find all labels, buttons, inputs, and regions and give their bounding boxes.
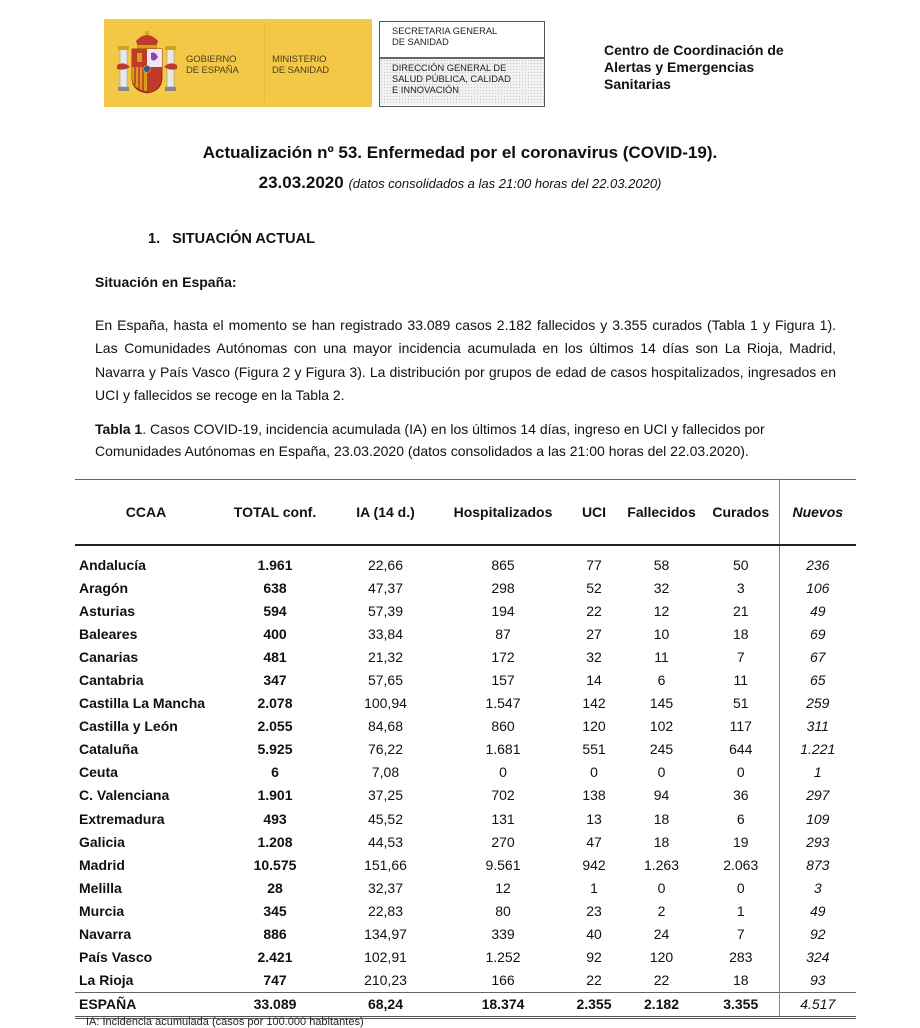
secretaria-box [379,21,545,107]
cell-uci: 942 [582,856,606,873]
cell-hospitalizados: 12 [495,879,511,896]
total-curados: 3.355 [723,996,759,1013]
cell-total: 347 [263,672,287,689]
cell-curados: 18 [732,972,749,989]
cell-nuevos: 106 [779,577,856,600]
gobierno-line1: GOBIERNO [186,54,237,65]
header-hospitalizados: Hospitalizados [453,503,553,520]
section-heading [148,231,315,247]
cell-curados: 644 [729,741,753,758]
cell-total: 345 [263,902,287,919]
subheading-situacion-espana: Situación en España: [95,274,237,290]
cell-curados: 0 [736,879,745,896]
cell-ia: 44,53 [367,833,404,850]
table-row [75,969,856,993]
cell-ia: 33,84 [367,625,404,642]
cell-nuevos: 311 [779,715,856,738]
cell-uci: 142 [582,695,606,712]
total-total: 33.089 [253,996,297,1013]
cell-fallecidos: 245 [649,741,674,758]
cell-uci: 77 [586,556,602,573]
cell-curados: 36 [732,787,749,804]
cell-ia: 100,94 [364,695,407,712]
cell-hospitalizados: 270 [491,833,515,850]
cell-hospitalizados: 87 [495,625,511,642]
table-row [75,715,856,738]
cell-nuevos: 65 [779,669,856,692]
cell-curados: 19 [732,833,749,850]
cell-nuevos: 259 [779,692,856,715]
cell-nuevos: 293 [779,831,856,854]
cell-total: 2.078 [257,695,293,712]
cell-uci: 551 [582,741,606,758]
table-row [75,623,856,646]
cell-total: 1.901 [257,787,293,804]
cell-ia: 57,65 [367,672,404,689]
cell-uci: 47 [586,833,602,850]
cell-ccaa: País Vasco [79,949,153,966]
spain-coat-of-arms-icon [116,27,178,99]
cell-curados: 6 [736,810,745,827]
cell-fallecidos: 12 [653,602,670,619]
cell-fallecidos: 10 [653,625,670,642]
cell-fallecidos: 58 [653,556,670,573]
cell-ia: 102,91 [364,949,407,966]
cell-curados: 117 [729,718,752,735]
cell-nuevos: 324 [779,946,856,969]
cell-nuevos: 236 [779,554,856,577]
cell-curados: 7 [736,926,745,943]
total-uci: 2.355 [576,996,612,1013]
cell-uci: 23 [586,902,602,919]
cell-curados: 0 [736,764,745,781]
cell-fallecidos: 11 [654,648,669,665]
cell-fallecidos: 6 [657,672,666,689]
header-curados: Curados [712,503,770,520]
cell-hospitalizados: 865 [491,556,515,573]
cell-ccaa: Galicia [79,833,125,850]
cell-hospitalizados: 172 [491,648,515,665]
cell-ccaa: Navarra [79,926,132,943]
centro-line2: Alertas y Emergencias [604,59,755,75]
secretaria-line1: SECRETARIA GENERAL [392,26,498,36]
table-caption [95,418,836,462]
cell-uci: 27 [586,625,602,642]
direccion-line1: DIRECCIÓN GENERAL DE [392,63,507,73]
cell-fallecidos: 2 [657,902,666,919]
cell-uci: 52 [586,579,602,596]
cell-ccaa: Extremadura [79,810,165,827]
centro-line3: Sanitarias [604,76,671,92]
cell-nuevos: 69 [779,623,856,646]
cell-fallecidos: 24 [653,926,670,943]
header-total: TOTAL conf. [233,503,317,520]
cell-uci: 0 [590,764,598,781]
cell-nuevos: 109 [779,808,856,831]
table-row [75,831,856,854]
cell-ia: 47,37 [367,579,404,596]
cell-hospitalizados: 1.681 [485,741,521,758]
cell-hospitalizados: 194 [491,602,515,619]
government-logo-band [104,19,372,107]
table-row [75,669,856,692]
cell-hospitalizados: 339 [491,926,515,943]
cell-curados: 2.063 [723,856,759,873]
ministerio-label [272,54,329,76]
cell-uci: 138 [582,787,606,804]
caption-text: . Casos COVID-19, incidencia acumulada (IA) en los últimos 14 días, ingreso en UCI y fallecidos por Comunidades Autónomas en España, 23.03.2020 (datos consolidados a las 21:00 horas del 22.03.2020). [95,421,765,459]
header-ccaa: CCAA [125,503,167,520]
cell-curados: 18 [732,625,749,642]
cell-hospitalizados: 1.547 [485,695,521,712]
date-value: 23.03.2020 [258,173,344,192]
cell-total: 594 [263,602,287,619]
cell-nuevos: 49 [779,900,856,923]
secretaria-line2: DE SANIDAD [392,37,449,47]
cell-ccaa: Madrid [79,856,125,873]
header-nuevos: Nuevos [779,480,856,545]
cell-ia: 45,52 [367,810,404,827]
cell-ia: 84,68 [367,718,404,735]
cell-fallecidos: 102 [649,718,674,735]
cell-ia: 22,83 [367,902,404,919]
cell-ccaa: Asturias [79,602,136,619]
document-title: Actualización nº 53. Enfermedad por el coronavirus (COVID-19). [202,143,718,162]
total-nuevos: 4.517 [779,993,856,1018]
cell-total: 1.961 [257,556,293,573]
cell-nuevos: 1 [779,761,856,784]
header-fallecidos: Fallecidos [627,503,696,520]
table-row [75,946,856,969]
cell-uci: 120 [582,718,606,735]
cell-ia: 37,25 [367,787,404,804]
cell-ccaa: Ceuta [79,764,118,781]
cell-hospitalizados: 166 [491,972,515,989]
cell-nuevos: 873 [779,854,856,877]
cell-fallecidos: 145 [649,695,674,712]
cell-hospitalizados: 9.561 [485,856,521,873]
cell-total: 493 [263,810,287,827]
cell-total: 5.925 [257,741,293,758]
cell-total: 400 [263,625,287,642]
table-header-row [75,480,856,545]
ministerio-line1: MINISTERIO [272,54,327,65]
cell-curados: 7 [736,648,745,665]
cell-fallecidos: 32 [653,579,670,596]
cell-uci: 92 [586,949,602,966]
cell-nuevos: 1.221 [779,738,856,761]
date-note: (datos consolidados a las 21:00 horas del 22.03.2020) [348,176,662,191]
cell-uci: 13 [586,810,602,827]
cell-curados: 11 [733,672,749,689]
section-number: 1. [148,231,161,247]
cell-ccaa: Andalucía [79,556,146,573]
centro-line1: Centro de Coordinación de [604,42,784,58]
cell-fallecidos: 18 [653,810,670,827]
cell-nuevos: 49 [779,600,856,623]
cell-hospitalizados: 1.252 [485,949,521,966]
cell-nuevos: 3 [779,877,856,900]
cell-total: 28 [267,879,283,896]
cell-ccaa: Melilla [79,879,122,896]
cell-ccaa: Castilla y León [79,718,178,735]
table-row [75,738,856,761]
table-spacer [75,545,856,554]
table-row [75,854,856,877]
direccion-line2: SALUD PÚBLICA, CALIDAD [392,74,511,84]
total-fallecidos: 2.182 [643,996,680,1013]
cell-hospitalizados: 131 [491,810,515,827]
cell-hospitalizados: 702 [491,787,515,804]
cell-nuevos: 92 [779,923,856,946]
table-row [75,646,856,669]
cell-total: 886 [263,926,287,943]
cell-ccaa: Cantabria [79,672,144,689]
gobierno-label [186,54,239,76]
cell-ia: 210,23 [364,972,407,989]
cell-uci: 40 [586,926,602,943]
cell-fallecidos: 18 [653,833,670,850]
cell-ia: 76,22 [367,741,404,758]
table-row [75,692,856,715]
direccion-line3: E INNOVACIÓN [392,85,459,95]
cell-fallecidos: 0 [657,879,666,896]
cell-curados: 1 [736,902,745,919]
cell-ccaa: Canarias [79,648,139,665]
cell-nuevos: 93 [779,969,856,993]
cell-ccaa: Murcia [79,902,125,919]
table-row [75,761,856,784]
table-footnote: IA: Incidencia acumulada (casos por 100.000 habitantes) [86,1016,364,1028]
cell-ia: 57,39 [367,602,404,619]
cell-fallecidos: 94 [653,787,670,804]
cell-nuevos: 67 [779,646,856,669]
document-date [0,173,920,193]
cell-ia: 21,32 [367,648,404,665]
cell-ccaa: Baleares [79,625,138,642]
table-row [75,577,856,600]
table-total-row [75,993,856,1018]
cell-uci: 32 [586,648,602,665]
table-row [75,877,856,900]
cell-uci: 22 [586,602,602,619]
cell-curados: 51 [732,695,749,712]
table-row [75,808,856,831]
logo-divider [264,23,265,103]
cell-total: 1.208 [257,833,293,850]
cell-hospitalizados: 0 [499,764,507,781]
cell-hospitalizados: 157 [491,672,515,689]
cell-curados: 283 [729,949,753,966]
table-row [75,554,856,577]
cell-ia: 151,66 [364,856,407,873]
cell-fallecidos: 22 [653,972,670,989]
cell-total: 6 [271,764,279,781]
cell-hospitalizados: 80 [495,902,511,919]
ministerio-line2: DE SANIDAD [272,65,330,76]
secretaria-general [380,22,544,59]
table-row [75,600,856,623]
cell-ia: 32,37 [367,879,404,896]
cell-fallecidos: 0 [657,764,666,781]
cell-ccaa: C. Valenciana [79,787,170,804]
cell-ccaa: La Rioja [79,972,134,989]
cell-ccaa: Castilla La Mancha [79,695,206,712]
caption-label: Tabla 1 [95,421,143,437]
cell-total: 481 [263,648,287,665]
cell-ia: 22,66 [367,556,404,573]
gobierno-line2: DE ESPAÑA [186,65,239,76]
table-row [75,923,856,946]
cell-total: 638 [263,579,287,596]
direccion-general [380,59,544,105]
header-ia: IA (14 d.) [356,503,415,520]
cell-fallecidos: 1.263 [643,856,680,873]
total-ia: 68,24 [367,996,404,1013]
cell-uci: 1 [590,879,598,896]
table-row [75,784,856,807]
table-row [75,900,856,923]
cell-ia: 134,97 [364,926,407,943]
cell-total: 10.575 [253,856,297,873]
cell-hospitalizados: 298 [491,579,515,596]
cell-uci: 22 [586,972,602,989]
cell-total: 2.421 [257,949,293,966]
section-title: SITUACIÓN ACTUAL [172,231,315,247]
cell-total: 747 [263,972,287,989]
cell-ccaa: Cataluña [79,741,139,758]
cell-curados: 50 [732,556,749,573]
centro-coordinacion [604,42,784,93]
cell-curados: 3 [736,579,745,596]
ccaa-table [75,479,856,1019]
total-hospitalizados: 18.374 [481,996,525,1013]
cell-total: 2.055 [257,718,293,735]
cell-ia: 7,08 [371,764,400,781]
cell-hospitalizados: 860 [491,718,515,735]
cell-curados: 21 [732,602,749,619]
cell-fallecidos: 120 [649,949,674,966]
cell-ccaa: Aragón [79,579,128,596]
total-ccaa: ESPAÑA [79,996,137,1013]
cell-nuevos: 297 [779,784,856,807]
summary-paragraph: En España, hasta el momento se han registrado 33.089 casos 2.182 fallecidos y 3.355 curados (Tabla 1 y Figura 1). Las Comunidades Autónomas con una mayor incidencia acumulada en los últimos 14 días son La Rioja, Madrid, Navarra y País Vasco (Figura 2 y Figura 3). La distribución por grupos de edad de casos hospitalizados, ingresados en UCI y fallecidos se recoge en la Tabla 2. [95,317,836,404]
cell-uci: 14 [586,672,602,689]
header-uci: UCI [581,503,607,520]
